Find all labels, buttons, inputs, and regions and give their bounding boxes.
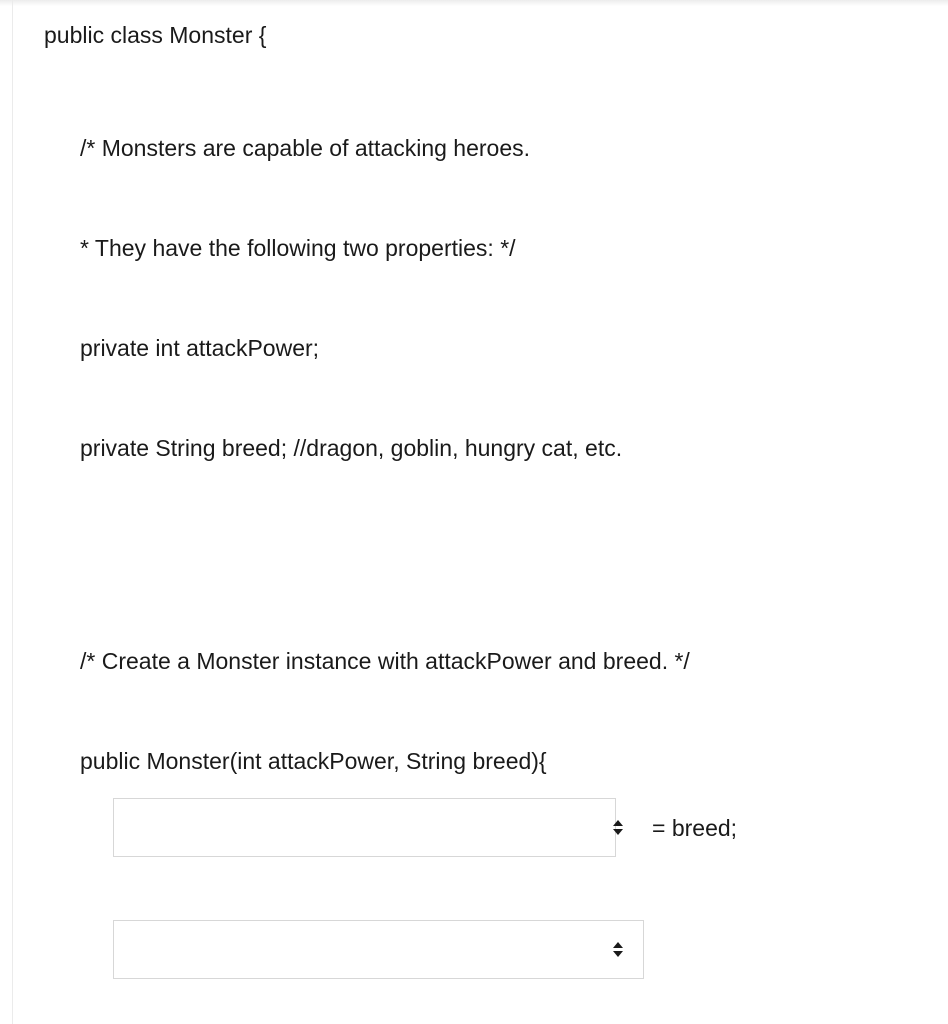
dropdown-2[interactable] xyxy=(113,920,644,979)
dropdown-1[interactable] xyxy=(113,798,616,857)
constructor-comment: /* Create a Monster instance with attackPower and breed. */ xyxy=(80,648,690,674)
class-declaration: public class Monster { xyxy=(44,22,267,48)
comment-line-2: * They have the following two properties: */ xyxy=(80,235,516,261)
updown-arrows-icon xyxy=(612,820,624,836)
assignment-suffix: = breed; xyxy=(652,815,738,841)
field-attack-power: private int attackPower; xyxy=(80,335,320,361)
field-breed: private String breed; //dragon, goblin, hungry cat, etc. xyxy=(80,435,623,461)
comment-line-1: /* Monsters are capable of attacking heroes. xyxy=(80,135,531,161)
updown-arrows-icon xyxy=(612,942,624,958)
constructor-signature: public Monster(int attackPower, String breed){ xyxy=(80,748,547,774)
